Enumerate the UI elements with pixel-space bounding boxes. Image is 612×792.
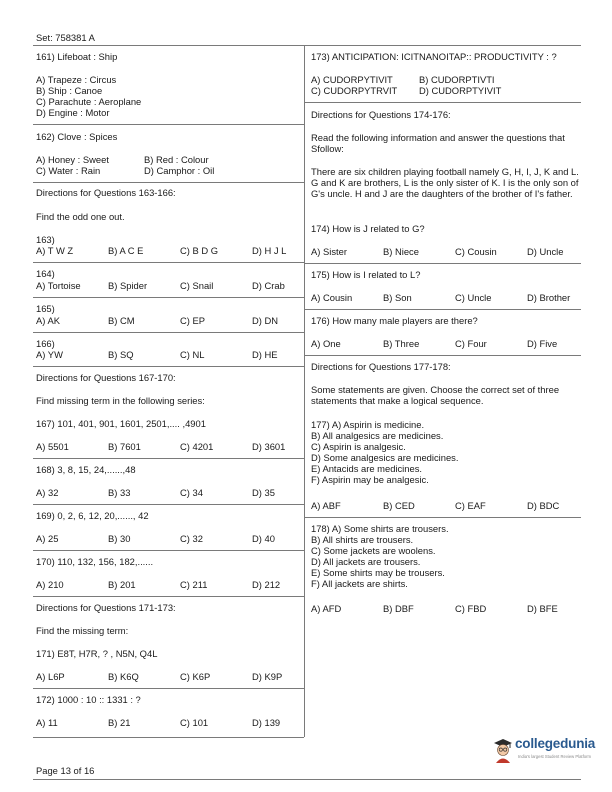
divider (33, 182, 304, 183)
directions-174-176-intro: Read the following information and answer the questions that Sfollow: (311, 132, 565, 154)
option[interactable]: A) Tortoise (36, 280, 81, 291)
option[interactable]: D) BFE (527, 603, 558, 614)
statement: E) Antacids are medicines. (311, 463, 422, 474)
option[interactable]: B) Son (383, 292, 412, 303)
option[interactable]: A) ABF (311, 500, 341, 511)
divider (304, 102, 581, 103)
option[interactable]: B) Three (383, 338, 420, 349)
bottom-divider (33, 779, 581, 780)
option[interactable]: C) EAF (455, 500, 486, 511)
statement: D) Some analgesics are medicines. (311, 452, 459, 463)
option[interactable]: D) 40 (252, 533, 275, 544)
option[interactable]: D) HE (252, 349, 278, 360)
option[interactable]: A) 11 (36, 717, 58, 728)
question-164-stem: 164) (36, 268, 55, 279)
option[interactable]: C) Water : Rain (36, 165, 101, 176)
option[interactable]: A) Cousin (311, 292, 353, 303)
option[interactable]: A) Honey : Sweet (36, 154, 109, 165)
divider (33, 504, 304, 505)
option[interactable]: A) Trapeze : Circus (36, 74, 117, 85)
option[interactable]: C) 34 (180, 487, 203, 498)
divider (33, 332, 304, 333)
option[interactable]: D) Camphor : Oil (144, 165, 215, 176)
option[interactable]: C) B D G (180, 245, 219, 256)
question-168-options (36, 487, 324, 498)
question-163-stem: 163) (36, 234, 55, 245)
divider (304, 517, 581, 518)
question-169-stem: 169) 0, 2, 6, 12, 20,......, 42 (36, 510, 149, 521)
option[interactable]: B) 21 (108, 717, 131, 728)
set-label: Set: 758381 A (36, 32, 95, 43)
question-172-stem: 172) 1000 : 10 :: 1331 : ? (36, 694, 141, 705)
question-175-options (311, 292, 599, 303)
question-170-options (36, 579, 324, 590)
option[interactable]: D) 212 (252, 579, 281, 590)
option[interactable]: D) Brother (527, 292, 571, 303)
question-173-options (311, 74, 501, 96)
divider (33, 262, 304, 263)
question-166-options (36, 349, 324, 360)
question-174-options (311, 246, 599, 257)
directions-177-178-text: Some statements are given. Choose the correct set of three statements that make a logical sequence. (311, 384, 560, 406)
option[interactable]: B) Ship : Canoe (36, 85, 103, 96)
option[interactable]: C) NL (180, 349, 205, 360)
option[interactable]: D) Uncle (527, 246, 564, 257)
option[interactable]: C) EP (180, 315, 206, 326)
directions-174-176-title: Directions for Questions 174-176: (311, 109, 451, 120)
option[interactable]: B) 33 (108, 487, 131, 498)
brand-logo: collegedunia (515, 736, 596, 751)
option[interactable]: B) 30 (108, 533, 131, 544)
question-177-options (311, 500, 599, 511)
question-162-stem: 162) Clove : Spices (36, 131, 118, 142)
option[interactable]: A) 25 (36, 533, 59, 544)
option[interactable]: A) Sister (311, 246, 347, 257)
divider (304, 355, 581, 356)
statement: C) Some jackets are woolens. (311, 545, 436, 556)
question-170-stem: 170) 110, 132, 156, 182,...... (36, 556, 154, 567)
question-177-statements (311, 419, 458, 485)
option[interactable]: B) Niece (383, 246, 419, 257)
question-171-options (36, 671, 324, 682)
option[interactable]: B) 201 (108, 579, 136, 590)
divider (33, 688, 304, 689)
question-165-stem: 165) (36, 303, 55, 314)
question-162-options (36, 154, 214, 176)
option[interactable]: C) 211 (180, 579, 208, 590)
divider (33, 596, 304, 597)
option[interactable]: B) CED (383, 500, 415, 511)
question-176-options (311, 338, 599, 349)
option[interactable]: B) 7601 (108, 441, 141, 452)
statement: F) All jackets are shirts. (311, 578, 408, 589)
option[interactable]: D) Crab (252, 280, 285, 291)
option[interactable]: B) CM (108, 315, 135, 326)
option[interactable]: B) Red : Colour (144, 154, 209, 165)
question-171-stem: 171) E8T, H7R, ? , N5N, Q4L (36, 648, 158, 659)
divider (304, 263, 581, 264)
option[interactable]: D) H J L (252, 245, 287, 256)
option[interactable]: A) 210 (36, 579, 64, 590)
divider (33, 124, 304, 125)
directions-163-166-text: Find the odd one out. (36, 211, 125, 222)
statement: D) All jackets are trousers. (311, 556, 421, 567)
option[interactable]: C) Cousin (455, 246, 497, 257)
question-178-options (311, 603, 599, 614)
option[interactable]: D) DN (252, 315, 279, 326)
option[interactable]: B) DBF (383, 603, 414, 614)
option[interactable]: D) CUDORPTYIVIT (419, 85, 502, 96)
option[interactable]: B) CUDORPTIVTI (419, 74, 495, 85)
option[interactable]: A) T W Z (36, 245, 74, 256)
option[interactable]: B) SQ (108, 349, 134, 360)
option[interactable]: C) Four (455, 338, 487, 349)
statement: F) Aspirin may be analgesic. (311, 474, 429, 485)
question-167-options (36, 441, 324, 452)
option[interactable]: D) Engine : Motor (36, 107, 110, 118)
question-161-stem: 161) Lifeboat : Ship (36, 51, 118, 62)
statement: E) Some shirts may be trousers. (311, 567, 445, 578)
question-168-stem: 168) 3, 8, 15, 24,......,48 (36, 464, 136, 475)
option[interactable]: A) AFD (311, 603, 342, 614)
statement: 177) A) Aspirin is medicine. (311, 419, 425, 430)
question-176-stem: 176) How many male players are there? (311, 315, 478, 326)
question-167-stem: 167) 101, 401, 901, 1601, 2501,.... ,4901 (36, 418, 206, 429)
statement: C) Aspirin is analgesic. (311, 441, 406, 452)
statement: B) All shirts are trousers. (311, 534, 414, 545)
divider (33, 366, 304, 367)
question-174-stem: 174) How is J related to G? (311, 223, 425, 234)
divider (304, 309, 581, 310)
option[interactable]: B) K6Q (108, 671, 139, 682)
option[interactable]: A) One (311, 338, 341, 349)
question-175-stem: 175) How is I related to L? (311, 269, 421, 280)
option[interactable]: B) Spider (108, 280, 148, 291)
option[interactable]: A) AK (36, 315, 60, 326)
option[interactable]: D) 35 (252, 487, 275, 498)
directions-174-176-passage: There are six children playing football namely G, H, I, J, K and L. G and K are brothers, L is the only sister of K. I is the only son of G's uncle. H and J are the daughters of the brother of I's father. (311, 166, 579, 199)
page-number: Page 13 of 16 (36, 765, 95, 776)
directions-163-166-title: Directions for Questions 163-166: (36, 187, 176, 198)
option[interactable]: B) A C E (108, 245, 144, 256)
directions-167-170-title: Directions for Questions 167-170: (36, 372, 176, 383)
option[interactable]: A) 32 (36, 487, 59, 498)
header-divider (33, 45, 581, 46)
question-165-options (36, 315, 324, 326)
option[interactable]: C) 4201 (180, 441, 214, 452)
directions-171-173-title: Directions for Questions 171-173: (36, 602, 176, 613)
question-161-options (36, 74, 141, 118)
option[interactable]: D) Five (527, 338, 558, 349)
option[interactable]: C) FBD (455, 603, 487, 614)
divider (33, 458, 304, 459)
directions-171-173-text: Find the missing term: (36, 625, 129, 636)
option[interactable]: C) 32 (180, 533, 203, 544)
question-172-options (36, 717, 324, 728)
option[interactable]: A) L6P (36, 671, 65, 682)
option[interactable]: A) 5501 (36, 441, 69, 452)
brand-tagline: India's largest Student Review Platform (518, 754, 591, 759)
option[interactable]: C) K6P (180, 671, 211, 682)
graduate-mascot-icon (492, 737, 514, 763)
directions-167-170-text: Find missing term in the following series: (36, 395, 205, 406)
option[interactable]: D) 139 (252, 717, 281, 728)
option[interactable]: A) YW (36, 349, 63, 360)
column-divider (304, 45, 305, 737)
divider (33, 550, 304, 551)
question-166-stem: 166) (36, 338, 55, 349)
option[interactable]: C) Uncle (455, 292, 492, 303)
option[interactable]: D) 3601 (252, 441, 286, 452)
divider (33, 297, 304, 298)
option[interactable]: C) CUDORPYTRVIT (311, 85, 398, 96)
footer-divider (33, 737, 304, 738)
option[interactable]: D) K9P (252, 671, 283, 682)
question-164-options (36, 280, 324, 291)
question-178-statements (311, 523, 449, 589)
question-169-options (36, 533, 324, 544)
option[interactable]: A) CUDORPYTIVIT (311, 74, 393, 85)
option[interactable]: C) Parachute : Aeroplane (36, 96, 142, 107)
question-173-stem: 173) ANTICIPATION: ICITNANOITAP:: PRODUCTIVITY : ? (311, 51, 557, 62)
question-163-options (36, 245, 324, 256)
statement: 178) A) Some shirts are trousers. (311, 523, 449, 534)
option[interactable]: C) 101 (180, 717, 209, 728)
option[interactable]: D) BDC (527, 500, 560, 511)
statement: B) All analgesics are medicines. (311, 430, 444, 441)
option[interactable]: C) Snail (180, 280, 214, 291)
directions-177-178-title: Directions for Questions 177-178: (311, 361, 451, 372)
